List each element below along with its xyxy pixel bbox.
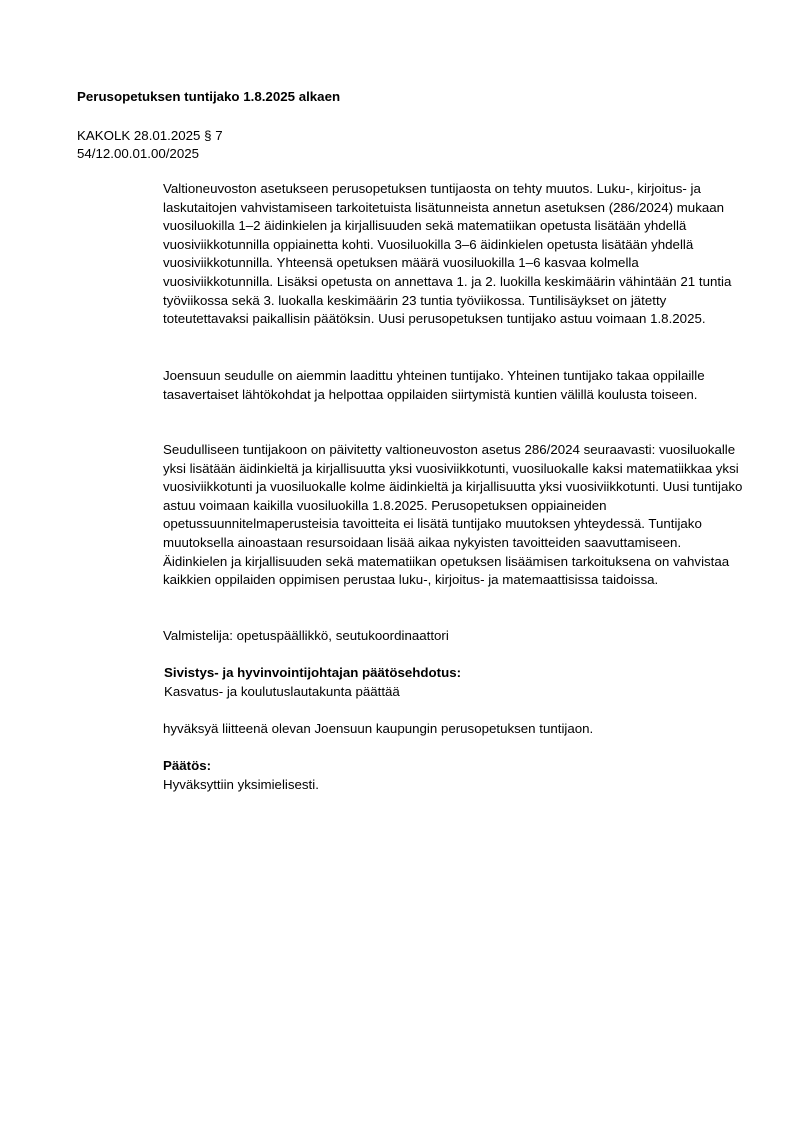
proposal-section [164, 664, 744, 701]
preparer: Valmistelija: opetuspäällikkö, seutukoordinaattori [163, 628, 449, 643]
decision-text: Hyväksyttiin yksimielisesti. [163, 776, 319, 792]
document-title: Perusopetuksen tuntijako 1.8.2025 alkaen [77, 89, 341, 104]
proposal-heading: Sivistys- ja hyvinvointijohtajan päätösehdotus: [164, 665, 462, 680]
paragraph-2: Joensuun seudulle on aiemmin laadittu yhteinen tuntijako. Yhteinen tuntijako takaa oppilaille tasavertaiset lähtökohdat ja helpottaa oppilaiden siirtymistä kuntien välillä koulusta toiseen. [163, 368, 705, 402]
document-meta [77, 127, 223, 163]
paragraph-3: Seudulliseen tuntijakoon on päivitetty valtioneuvoston asetus 286/2024 seuraavasti: vuosiluokalle yksi lisätään äidinkieltä ja kirjallisuutta yksi vuosiviikkotunti, vuosiluokalle kaksi matematiikkaa yksi vuosiviikkotunti ja vuosiluokalle kolme äidinkieltä ja kirjallisuutta yksi vuosiviikkotunti. Uusi tuntijako astuu voimaan kaikilla vuosiluokilla 1.8.2025. Perusopetuksen oppiaineiden opetussuunnitelmaperusteisia tavoitteita ei lisätä tuntijako muutoksen yhteydessä. Tuntijako muutoksella ainoastaan resursoidaan lisää aikaa nykyisten tavoitteiden saavuttamiseen. Äidinkielen ja kirjallisuuden sekä matematiikan opetuksen lisäämisen tarkoituksena on vahvistaa kaikkien oppilaiden oppimisen perustaa luku-, kirjoitus- ja matemaattisissa taidoissa. [163, 442, 743, 588]
proposal-intro: Kasvatus- ja koulutuslautakunta päättää [164, 683, 400, 699]
decision-section [163, 757, 743, 794]
proposal-text: hyväksyä liitteenä olevan Joensuun kaupungin perusopetuksen tuntijaon. [163, 721, 594, 736]
record-number: 54/12.00.01.00/2025 [77, 146, 200, 161]
decision-heading: Päätös: [163, 758, 212, 773]
meeting-reference: KAKOLK 28.01.2025 § 7 [77, 128, 223, 143]
paragraph-1: Valtioneuvoston asetukseen perusopetuksen tuntijaosta on tehty muutos. Luku-, kirjoitus- ja laskutaitojen vahvistamiseen tarkoitetuista lisätunneista annetun asetuksen (286/2024) mukaan vuosiluokilla 1–2 äidinkielen ja kirjallisuuden sekä matematiikan opetusta lisätään yhdellä vuosiviikkotunnilla oppiainetta kohti. Vuosiluokilla 3–6 äidinkielen opetusta lisätään yhdellä vuosiviikkotunnilla. Yhteensä opetuksen määrä vuosiluokilla 1–6 kasvaa kolmella vuosiviikkotunnilla. Lisäksi opetusta on annettava 1. ja 2. luokilla keskimäärin vähintään 21 tuntia työviikossa sekä 3. luokalla keskimäärin 23 tuntia työviikossa. Tuntilisäykset on jätetty toteutettavaksi paikallisin päätöksin. Uusi perusopetuksen tuntijako astuu voimaan 1.8.2025. [163, 181, 732, 327]
